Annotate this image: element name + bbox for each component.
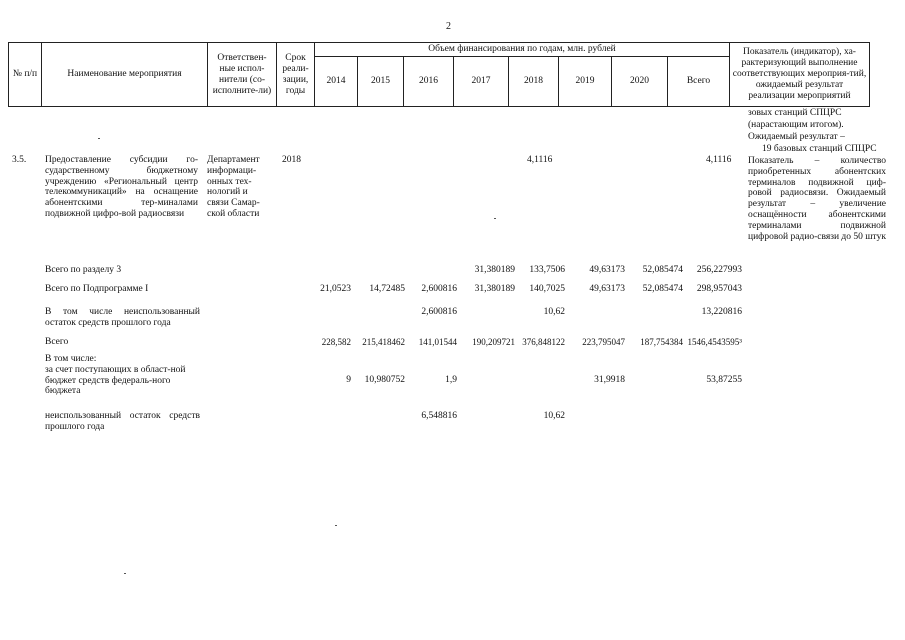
summary-row-value: 21,0523 xyxy=(320,284,351,294)
header-name: Наименование мероприятия xyxy=(42,43,208,107)
scan-speck xyxy=(335,525,337,526)
carry-over-line: зовых станций СПЦРС xyxy=(748,108,842,118)
summary-row-value: 2,600816 xyxy=(421,284,457,294)
header-year: 2015 xyxy=(358,57,404,107)
scan-speck xyxy=(98,138,100,139)
summary-row-value: 256,227993 xyxy=(696,265,742,275)
header-year: 2016 xyxy=(404,57,454,107)
summary-row-value: 31,9918 xyxy=(594,375,625,385)
summary-row-value: 13,220816 xyxy=(701,307,742,317)
scan-speck xyxy=(494,218,496,219)
summary-row-label: В том числе: за счет поступающих в област-ной бюджет средств федераль-ного бюджета xyxy=(45,354,186,397)
row-number: 3.5. xyxy=(12,155,27,165)
carry-over-line: (нарастающим итогом). xyxy=(748,120,844,130)
summary-row-value: 49,63173 xyxy=(589,284,625,294)
summary-row-value: 2,600816 xyxy=(421,307,457,317)
row-responsible: Департамент информаци-онных тех-нологий и связи Самар-ской области xyxy=(207,155,260,219)
summary-row-value: 10,62 xyxy=(543,411,565,421)
summary-row-value: 133,7506 xyxy=(529,265,565,275)
row-value-total: 4,1116 xyxy=(706,155,732,165)
summary-row-value: 228,582 xyxy=(321,337,351,347)
summary-row-value: 31,380189 xyxy=(474,284,515,294)
summary-row-label: неиспользованный остаток средств прошлого года xyxy=(45,411,200,432)
carry-over-line: 19 базовых станций СПЦРС xyxy=(762,144,877,154)
header-year: 2018 xyxy=(509,57,559,107)
summary-row-value: 31,380189 xyxy=(474,265,515,275)
summary-row-label: Всего по Подпрограмме I xyxy=(45,284,149,294)
summary-row-value: 49,63173 xyxy=(589,265,625,275)
header-year: 2014 xyxy=(315,57,358,107)
row-indicator: Показатель – количество приобретенных абонентских терминалов подвижной циф-ровой радиосвязи. Ожидаемый результат – увеличение оснащённости абонентскими терминалами подвижной цифровой радио-связи до 50 штук xyxy=(748,156,886,242)
header-year: 2019 xyxy=(559,57,612,107)
header-total: Всего xyxy=(668,57,730,107)
page-number: 2 xyxy=(446,21,451,32)
summary-row-label: Всего xyxy=(45,337,69,347)
summary-row-value: 1,9 xyxy=(445,375,457,385)
summary-row-value: 10,62 xyxy=(543,307,565,317)
summary-row-value: 223,795047 xyxy=(582,337,625,347)
row-term: 2018 xyxy=(282,155,301,165)
header-year: 2017 xyxy=(454,57,509,107)
header-funding: Объем финансирования по годам, млн. рублей xyxy=(315,43,730,57)
scan-speck xyxy=(124,573,126,574)
header-year: 2020 xyxy=(612,57,668,107)
summary-row-value: 376,848122 xyxy=(522,337,565,347)
summary-row-value: 10,980752 xyxy=(364,375,405,385)
header-indicator: Показатель (индикатор), ха-рактеризующий выполнение соответствующих мероприя-тий, ожидаемый результат реализации мероприятий xyxy=(730,43,870,107)
summary-row-label: В том числе неиспользованный остаток средств прошлого года xyxy=(45,307,200,328)
summary-row-label: Всего по разделу 3 xyxy=(45,265,122,275)
summary-row-value: 187,754384 xyxy=(640,337,683,347)
summary-row-value: 190,209721 xyxy=(472,337,515,347)
summary-row-value: 52,085474 xyxy=(642,284,683,294)
summary-row-value: 141,01544 xyxy=(418,337,457,347)
summary-row-value: 215,418462 xyxy=(362,337,405,347)
summary-row-value: 14,72485 xyxy=(369,284,405,294)
summary-row-value: 6,548816 xyxy=(421,411,457,421)
header-responsible: Ответствен-ные испол-нители (со-исполните-ли) xyxy=(208,43,277,107)
row-value-2018: 4,1116 xyxy=(527,155,553,165)
summary-row-value: 53,87255 xyxy=(706,375,742,385)
summary-row-value: 1546,4543595³ xyxy=(687,337,742,347)
table-header xyxy=(8,42,870,107)
header-term: Срок реали-зации, годы xyxy=(277,43,315,107)
summary-row-value: 140,7025 xyxy=(529,284,565,294)
header-num: № п/п xyxy=(9,43,42,107)
summary-row-value: 298,957043 xyxy=(696,284,742,294)
summary-row-value: 9 xyxy=(346,375,351,385)
row-name: Предоставление субсидии го-сударственному бюджетному учреждению «Региональный центр телекоммуникаций» на оснащение абонентскими тер-миналами подвижной цифро-вой радиосвязи xyxy=(45,155,198,219)
carry-over-line: Ожидаемый результат – xyxy=(748,132,845,142)
summary-row-value: 52,085474 xyxy=(642,265,683,275)
